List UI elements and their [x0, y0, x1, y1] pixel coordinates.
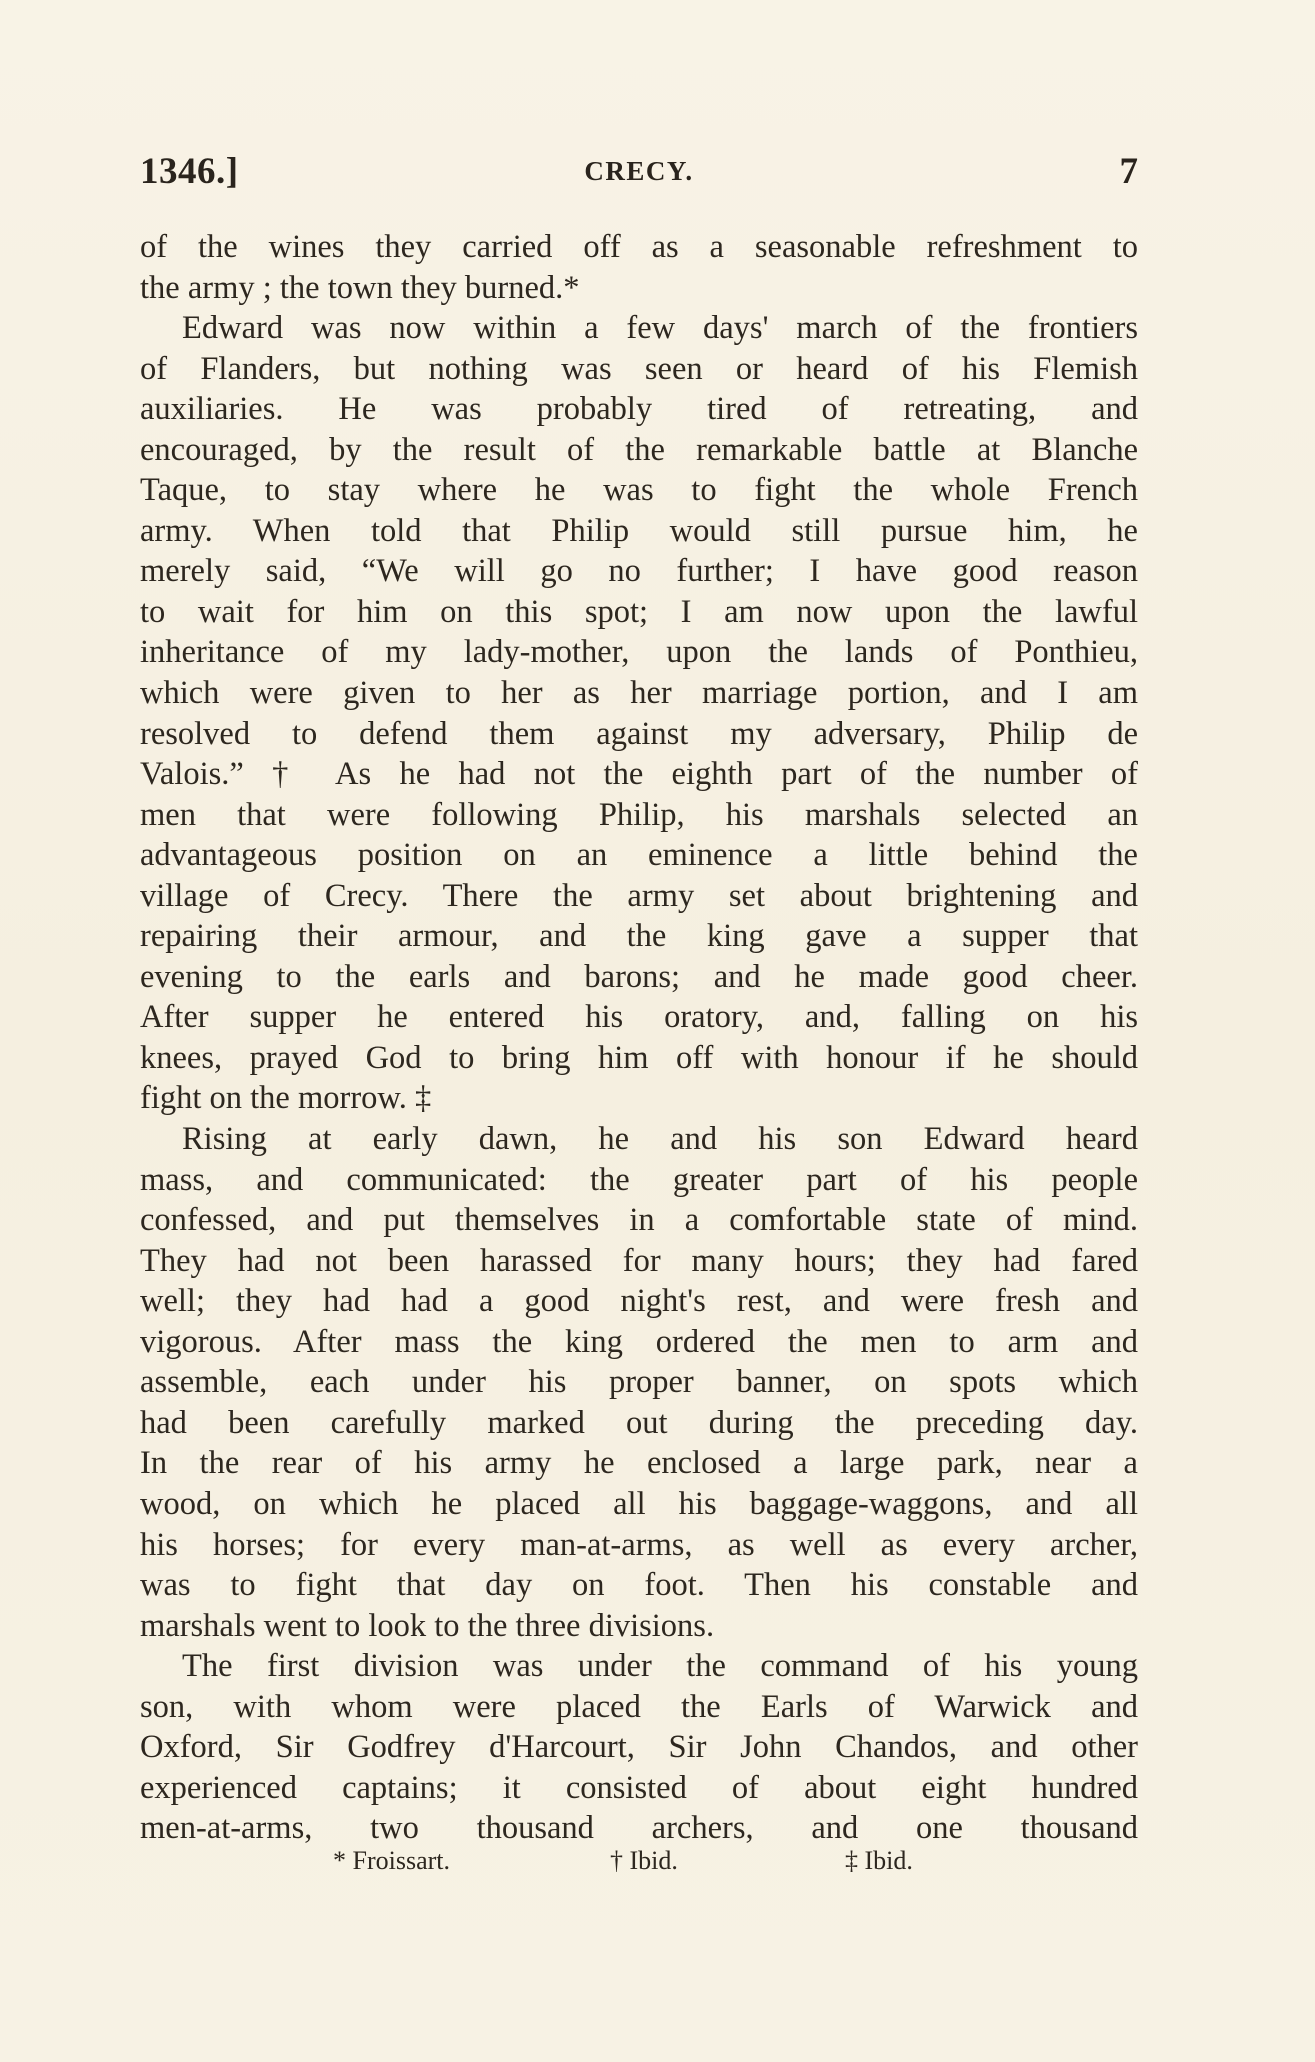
- text-line: to wait for him on this spot; I am now upon the lawful: [140, 593, 1138, 630]
- text-line: men-at-arms, two thousand archers, and one thousand: [140, 1810, 1138, 1847]
- text-line: his horses; for every man-at-arms, as well as every archer,: [140, 1526, 1138, 1563]
- text-line: son, with whom were placed the Earls of Warwick and: [140, 1688, 1138, 1725]
- footnote: † Ibid.: [610, 1846, 678, 1875]
- text-line: which were given to her as her marriage portion, and I am: [140, 675, 1138, 712]
- text-line: auxiliaries. He was probably tired of retreating, and: [140, 391, 1138, 428]
- text-line: wood, on which he placed all his baggage-waggons, and all: [140, 1485, 1138, 1522]
- footnote: * Froissart.: [333, 1846, 450, 1875]
- text-line: of Flanders, but nothing was seen or heard of his Flemish: [140, 350, 1138, 387]
- text-line: assemble, each under his proper banner, on spots which: [140, 1364, 1138, 1401]
- body-text: [140, 227, 1138, 1849]
- text-line: well; they had had a good night's rest, and were fresh and: [140, 1283, 1138, 1320]
- text-line: repairing their armour, and the king gave a supper that: [140, 918, 1138, 955]
- text-line: marshals went to look to the three divisions.: [140, 1607, 715, 1644]
- text-line: fight on the morrow. ‡: [140, 1080, 432, 1117]
- text-line: experienced captains; it consisted of about eight hundred: [140, 1769, 1138, 1806]
- paragraph-start-line: The first division was under the command of his young: [182, 1648, 1138, 1685]
- text-line: evening to the earls and barons; and he made good cheer.: [140, 958, 1138, 995]
- text-line: the army ; the town they burned.*: [140, 269, 580, 306]
- text-line: knees, prayed God to bring him off with honour if he should: [140, 1039, 1138, 1076]
- text-line: inheritance of my lady-mother, upon the lands of Ponthieu,: [140, 634, 1138, 671]
- paragraph-start-line: Edward was now within a few days' march of the frontiers: [182, 310, 1138, 347]
- text-line: Taque, to stay where he was to fight the whole French: [140, 472, 1138, 509]
- footnotes: [140, 1846, 1138, 1882]
- text-line: Oxford, Sir Godfrey d'Harcourt, Sir John Chandos, and other: [140, 1729, 1138, 1766]
- text-line: advantageous position on an eminence a little behind the: [140, 837, 1138, 874]
- text-line: vigorous. After mass the king ordered the men to arm and: [140, 1323, 1138, 1360]
- text-line: Valois.” † As he had not the eighth part of the number of: [140, 756, 1138, 793]
- header-year: 1346.]: [140, 151, 239, 192]
- text-line: of the wines they carried off as a seasonable refreshment to: [140, 229, 1138, 265]
- text-line: mass, and communicated: the greater part of his people: [140, 1161, 1138, 1198]
- text-line: army. When told that Philip would still pursue him, he: [140, 512, 1138, 549]
- text-line: encouraged, by the result of the remarkable battle at Blanche: [140, 431, 1138, 468]
- page-number: 7: [1119, 151, 1138, 192]
- text-line: was to fight that day on foot. Then his constable and: [140, 1567, 1138, 1604]
- footnote: ‡ Ibid.: [845, 1846, 913, 1875]
- text-line: had been carefully marked out during the preceding day.: [140, 1404, 1138, 1441]
- text-line: merely said, “We will go no further; I have good reason: [140, 553, 1138, 590]
- text-line: After supper he entered his oratory, and, falling on his: [140, 999, 1138, 1036]
- running-header: [140, 150, 1138, 200]
- header-title: CRECY.: [584, 156, 694, 186]
- paragraph-start-line: Rising at early dawn, he and his son Edward heard: [182, 1121, 1138, 1158]
- text-line: confessed, and put themselves in a comfortable state of mind.: [140, 1202, 1138, 1239]
- text-line: In the rear of his army he enclosed a large park, near a: [140, 1445, 1138, 1482]
- text-line: men that were following Philip, his marshals selected an: [140, 796, 1138, 833]
- text-line: They had not been harassed for many hours; they had fared: [140, 1242, 1138, 1279]
- text-line: village of Crecy. There the army set about brightening and: [140, 877, 1138, 914]
- text-line: resolved to defend them against my adversary, Philip de: [140, 715, 1138, 752]
